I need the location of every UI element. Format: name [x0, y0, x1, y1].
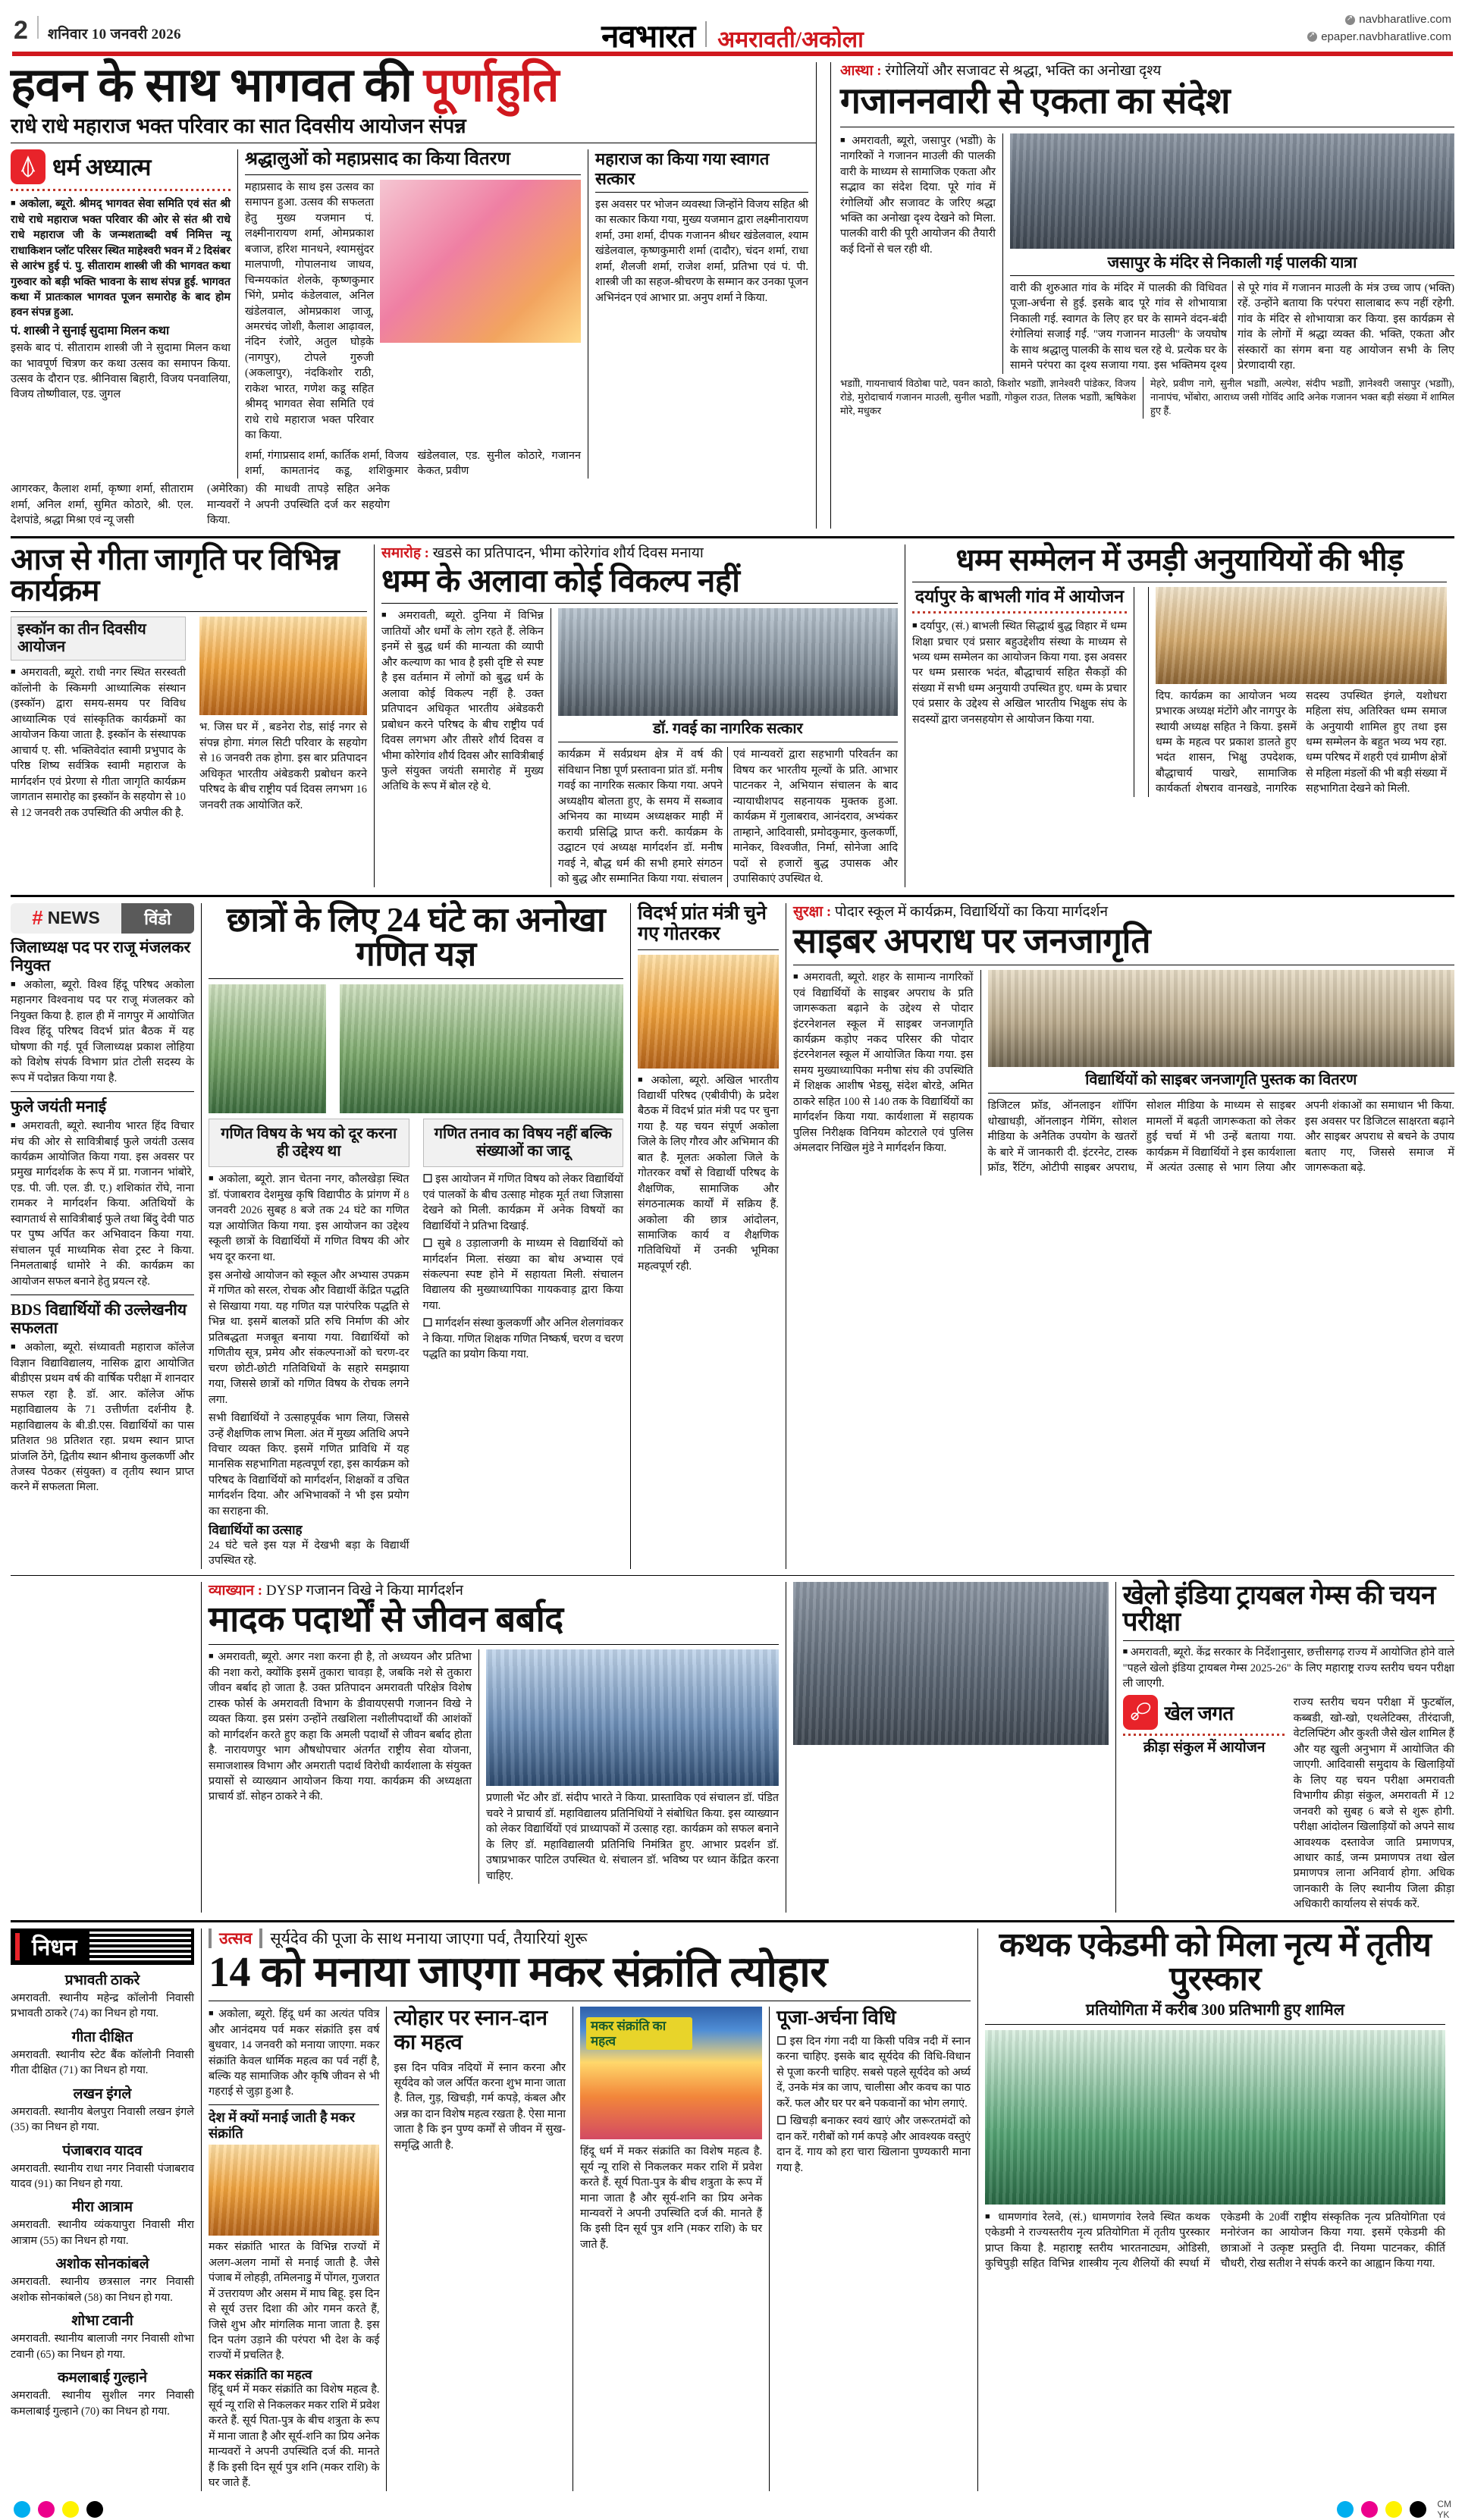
- kicker-tag: समारोह: [381, 544, 421, 561]
- callout2-item-3: मार्गदर्शन संस्था कुलकर्णी और अनिल शेलगांवकर ने किया. गणित शिक्षक गणित निष्कर्ष, चरण व चरण पद्धति का प्रयोग किया गया.: [422, 1317, 623, 1361]
- row4-c2-col1-text: ■ अमरावती, ब्यूरो. अगर नशा करना ही है, तो अध्ययन और प्रतिभा की नशा करो, क्योंकि इसमें तुकारा चावड़ा है, जबकि नशे से तुकारा जीवन बर्बाद हो जाता है. उक्त प्रतिपादन अमरावती परिक्षेत्र विशेष टास्क फोर्स के अमरावती विभाग के डीवायएसपी गजानन विखे ने व्यक्त किया. इस प्रसंग उन्होंने तखशिला नशीलीपदार्थों की आशंकों को मार्गदर्शन करते हुए कहा कि अमली पदार्थों से जीवन बर्बाद होता है. नारायणपुर भाग औषधोपचार अंतर्गत राष्ट्रीय सेवा योजना, समाजशास्त्र विभाग और अमराती पदार्थ विरोधी कार्यशाला के संयुक्त प्रयासों से व्याख्यान आयोजन किया गया. कार्यक्रम की अध्यक्षता प्राचार्य डॉ. सोहन ठाकरे ने की.: [209, 1649, 472, 1805]
- callout2-item-2: सुबे 8 उड़ालाजगी के माध्यम से विद्यार्थियों को मार्गदर्शन मिला. संख्या का बोध अभ्यास एवं संकल्पना स्पष्ट होने में सहायता मिली. संचालन विद्यालय की मुख्याध्यापिका गायकवाड़ द्वारा किया गया.: [422, 1238, 623, 1312]
- sankranti-col3-body: हिंदू धर्म में मकर संक्रांति का विशेष महत्व है. सूर्य न्यू राशि से निकलकर मकर राशि में प्रवेश करते हैं. सूर्य पिता-पुत्र के बीच शत्रुता के रूप में माना जाता है और सूर्य-शनि का प्रिय अनेक मान्यवरों ने अपनी उपस्थिति दर्ज की. मानते हैं कि इसी दिन सूर्य पुत्र शनि (मकर राशि) के घर जाते हैं.: [579, 2145, 763, 2251]
- website-epaper[interactable]: [1307, 29, 1451, 46]
- sankranti-graphic-caption: मकर संक्रांति का महत्व: [586, 2017, 692, 2050]
- lead-left-right-text: इस अवसर पर भोजन व्यवस्था जिन्होंने विजय सहित श्री का सत्कार किया गया, मुख्य यजमान द्वारा लक्ष्मीनारायण शर्मा, उमा शर्मा, दीपक गजानन श्रीधर खंडेलवाल, श्याम खंडेलवाल, कृष्णकुमारी शर्मा (दादौर), चंदन शर्मा, राधा शर्मा, शैलजी शर्मा, राजेश शर्मा, प्रतिभा एवं पं. पी. शास्त्री जी का सहज-श्रीचरण के सम्मान कर उनका पूजन अभिनंदन एवं आभार प्रा. अनुप शर्मा ने किया.: [595, 198, 808, 304]
- lead-left-mid-text: महाप्रसाद के साथ इस उत्सव का समापन हुआ. उत्सव की सफलता हेतु मुख्य यजमान पं. लक्ष्मीनारायण शर्मा, ओमप्रकाश बजाज, हरिश मानधने, श्यामसुंदर मालपाणी, गोपालनाथ जाधव, चिन्मयकांत शेलके, कृष्णकुमार भिंगे, प्रमोद कंडेलवाल, अनिल खंडेलवाल, ओमप्रकाश जाजू, अमरचंद जोशी, कैलाश आढ़ावल, नंदिन रंजोरे, अतुल घोड़के (नागपुर), टोपले गुरुजी (अकलापुर), नंदकिशोर राठी, राकेश भारत, गणेश कडू सहित श्रीमद् भागवत सेवा समिति एवं राधे राधे महाराज भक्त परिवार का किया.: [245, 180, 374, 442]
- dhamma-event-photo: [558, 608, 898, 716]
- lead-left-col1-text2: इसके बाद पं. सीताराम शास्त्री जी ने सुदामा मिलन कथा का भावपूर्ण चित्रण कर कथा उत्सव का समापन किया. उत्सव के दौरान एड. श्रीनिवास बिहारी, विजय पनवालिया, विजय तोष्णीवाल, एड. जुगल: [11, 342, 231, 401]
- row4-c2-col2: [479, 1649, 779, 1884]
- row3-c2-body-right: [416, 1119, 624, 1568]
- kathak-award-photo: [985, 2030, 1445, 2205]
- row3-c3-body: ■ अकोला, ब्यूरो. अखिल भारतीय विद्यार्थी परिषद (एबीवीपी) के प्रदेश बैठक में विदर्भ प्रांत मंत्री पद पर चुना गया है. यह चयन संपूर्ण अकोला जिले के लिए गौरव और अभिमान की बात है. मूलतः अकोला जिले के गोतरकर वर्षों से विद्यार्थी परिषद के शैक्षणिक, सामाजिक और संगठनात्मक कार्यों में सक्रिय हैं. अकोला की छात्र आंदोलन, सामाजिक कार्य व शैक्षणिक गतिविधियों में उनकी भूमिका महत्वपूर्ण रही.: [638, 1073, 779, 1275]
- lead-row: [11, 62, 1454, 529]
- row3-c3-headline: विदर्भ प्रांत मंत्री चुने गए गोतरकर: [638, 902, 767, 944]
- masthead-divider: [37, 16, 39, 39]
- masthead-separator: [705, 21, 707, 47]
- row4-col2: [202, 1582, 786, 1913]
- callout-box-2: [423, 1119, 624, 1167]
- kicker-tag: आस्था: [840, 63, 874, 79]
- row2-mid-kicker: समारोह : खडसे का प्रतिपादन, भीमा कोरेगांव शौर्य दिवस मनाया: [381, 544, 704, 561]
- row2-left-body2: भ. जिस घर में , बडनेरा रोड, सांई नगर से संपन्न होगा. मंगल सिटी परिवार के सहयोग से 16 जनवरी तक होगा. इस बार प्रतिपादन अधिकृत भारतीय अंबेडकरी प्रबोधन करने परिषद के बीच राष्ट्रीय पर्व दिवस लगभग 16 जनवरी तक आयोजित करें.: [199, 721, 367, 811]
- kicker-tag: सुरक्षा: [793, 903, 823, 920]
- maths-yagna-photo-2: [340, 984, 623, 1113]
- row3-c2-final-body: 24 घंटे चले इस यज्ञ में देखभी बड़ा के विद्यार्थी उपस्थित रहे.: [209, 1539, 409, 1568]
- sankranti-kicker: [209, 1928, 971, 1948]
- row4-c2-columns: [209, 1649, 779, 1884]
- sankranti-lead: ■ अकोला, ब्यूरो. हिंदू धर्म का अत्यंत पवित्र और आनंदमय पर्व मकर संक्रांति इस वर्ष बुधवार, 14 जनवरी को मनाया जाएगा. मकर संक्रांति केवल धार्मिक महत्व का पर्व नहीं है, बल्कि यह सामाजिक और कृषि जीवन से भी गहराई से जुड़ा हुआ है.: [209, 2007, 379, 2100]
- kathak-body: [985, 2210, 1445, 2272]
- puja-item-2: खिचड़ी बनाकर स्वयं खाएं और जरूरतमंदों को दान करें. गरीबों को गर्म कपड़े और आवश्यक वस्तुएं दान दें. गाय को हरा चारा खिलाना पुण्यकारी माना गया है.: [776, 2115, 971, 2174]
- mid-bot-1: शर्मा, गंगाप्रसाद शर्मा, कार्तिक शर्मा, विजय शर्मा, कामतानंद कडू, शशिकुमार खंडेलवाल, एड. सुनील कोठारे, गजानन केकत, प्रवीण: [245, 449, 581, 478]
- row3-c2-right: [333, 984, 623, 1113]
- black-dot: [86, 2501, 103, 2518]
- names-list-1: भडाोी, गायनाचार्य विठोबा पाटे, पवन काठोे, किशोर भडाोी, ज्ञानेश्वरी पांडेकर, विजय रोडे, मुरोदाचार्य गजानन माउली, सुनील भडाोी, गोकुल राउत, तिलक भडाोी, ऋषिकेश मोरे, मधुकर: [840, 377, 1143, 419]
- row2-mid-headline: धम्म के अलावा कोई विकल्प नहीं: [381, 563, 740, 599]
- lead-right-col1-text: ■ अमरावती, ब्यूरो, जसापुर (भडोी) के नागरिकों ने गजानन माउली की पालकी वारी के माध्यम से सामाजिक एकता और सद्भाव का संदेश दिया. पूरे गांव में रंगोलियों और सजावट के जरिए श्रद्धा भक्ति का अनोखा दृश्य देखने को मिला. पालकी वारी की पूरी आयोजन की तैयारी कई दिनों से चल रही थी.: [840, 133, 996, 258]
- dharma-section-label: धर्म अध्यात्म: [52, 154, 151, 181]
- lead-right-headline: गजाननवारी से एकता का संदेश: [840, 80, 1231, 121]
- sankranti-sub4-head: मकर संक्रांति का महत्व: [209, 2367, 312, 2382]
- lead-left-bottom-strip: [11, 482, 816, 528]
- nidhan-entry-text: अमरावती. स्थानीय छत्रसाल नगर निवासी अशोक सोनकांबले (58) का निधन हो गया.: [11, 2276, 194, 2304]
- row3-c2-callout2: गणित तनाव का विषय नहीं बल्कि संख्याओं का जादू: [434, 1125, 612, 1160]
- publication-date: शनिवार 10 जनवरी 2026: [47, 27, 181, 42]
- kathak-body-text: ■ धामणगांव रेलवे, (सं.) धामणगांव रेलवे स्थित कथक एकेडमी ने राज्यस्तरीय नृत्य प्रतियोगिता में तृतीय पुरस्कार प्राप्त किया है. महाराष्ट्र स्तरीय भारतनाट्यम, ओडिसी, कुचिपुड़ी सहित विभिन्न शास्त्रीय नृत्य शैलियों की स्पर्धा में एकेडमी के 20वीं राष्ट्रीय संस्कृतिक नृत्य प्रतियोगिता एवं मनोरंजन का आयोजन किया गया. इसमें एकेडमी की छात्राओं ने उत्कृष्ट प्रस्तुति दी. नियमा पाटनकर, कीर्ति चौधरी, रोख सतीश ने संपर्क करने का आह्वान किया गया.: [985, 2211, 1445, 2270]
- row2-left-subhead: इस्कॉन का तीन दिवसीय आयोजन: [17, 621, 146, 656]
- kathak-subhead: प्रतियोगिता में करीब 300 प्रतिभागी हुए शामिल: [1086, 2000, 1344, 2019]
- row4-col4: [786, 1582, 1454, 1913]
- row4-c4-inner: [793, 1582, 1454, 1913]
- lead-left-package: [11, 62, 816, 529]
- rule: [209, 1644, 779, 1645]
- khelo-india-photo: [793, 1582, 1109, 1745]
- row4-c4-lead: ■ अमरावती, ब्यूरो. केंद्र सरकार के निर्देशानुसार, छत्तीसगढ़ राज्य में आयोजित होने वाले "पहले खेलो इंडिया ट्रायबल गेम्स 2025-26" के लिए महाराष्ट्र राज्य स्तरीय चयन परीक्षा ली जाएगी.: [1123, 1645, 1454, 1691]
- nidhan-entry-text: अमरावती. स्थानीय बेलपुरा निवासी लखन इंगले (35) का निधन हो गया.: [11, 2105, 194, 2134]
- sankranti-col2: [387, 2007, 573, 2490]
- row3-c2-top: [209, 984, 623, 1113]
- nidhan-entry-text: अमरावती. स्थानीय स्टेट बैंक कॉलोनी निवासी गीता दीक्षित (71) का निधन हो गया.: [11, 2048, 194, 2077]
- row4-c2-col1: [209, 1649, 479, 1884]
- headline-highlight: पूर्णाहुति: [423, 60, 559, 111]
- cmyk-label: CM YK: [1437, 2498, 1451, 2520]
- section-divider-4: [11, 1920, 1454, 1922]
- rule: [985, 2024, 1445, 2025]
- lead-right-col1: [840, 133, 1003, 374]
- rule: [1010, 275, 1454, 276]
- callout2-item-1: इस आयोजन में गणित विषय को लेकर विद्यार्थियों एवं पालकों के बीच उत्साह मोहक मूर्त तथा जिज्ञासा देखने को मिली. कार्यक्रम में अनेक विषयों का विद्यार्थियों ने प्रतिभा दिखाई.: [422, 1173, 624, 1232]
- row4-c4-photo-col: [793, 1582, 1116, 1913]
- lead-left-subhead: राधे राधे महाराज भक्त परिवार का सात दिवसीय आयोजन संपन्न: [11, 115, 466, 138]
- nidhan-entry: [11, 2083, 194, 2136]
- nidhan-entry: [11, 2367, 194, 2419]
- nidhan-entry: [11, 2310, 194, 2362]
- row3-c4-kicker: सुरक्षा : पोदार स्कूल में कार्यक्रम, विद्यार्थियों का किया मार्गदर्शन: [793, 903, 1109, 920]
- rule: [245, 174, 581, 175]
- row3: [11, 900, 1454, 1569]
- row2-left-body: ■ अमरावती, ब्यूरो. राधी नगर स्थित सरस्वती कॉलोनी के स्किमगी आध्यात्मिक संस्थान (इस्कॉन) द्वारा समय-समय पर विविध आध्यात्मिक एवं सांस्कृतिक कार्यक्रमों का आयोजन किया जाता है. इस्कॉन के संस्थापक आचार्य ए. सी. भक्तिवेदांत स्वामी प्रभुपाद के परिष्ठ शिष्य सर्वत्रिक स्वामी महाराज के मार्गदर्शन एवं प्रेरणा से गीता जागृति कार्यक्रम जागतान समारोह का इस्कॉन के सहयोग से 10 से 12 जनवरी तक उपस्थिति की अपील की है.: [11, 665, 186, 821]
- masthead-left: [14, 16, 181, 46]
- sankranti-col4: [770, 2007, 971, 2490]
- masthead: [11, 0, 1454, 55]
- kathak-package: [978, 1925, 1445, 2491]
- kicker-text: रंगोलियों और सजावट से श्रद्धा, भक्ति का अनोखा दृश्य: [885, 63, 1162, 79]
- row4-c4-body: राज्य स्तरीय चयन परीक्षा में फुटबॉल, कब्बडी, खो-खो, एथलेटिक्स, तीरंदाजी, वेटलिफ्टिंग और कुश्ती जैसे खेल शामिल हैं और यह खुली अनुभाग में आयोजित की जाएगी. आदिवासी समुदाय के खिलाड़ियों के लिए यह चयन परीक्षा अमरावती विभागीय क्रीड़ा संकुल, अमरावती में 12 जनवरी को सुबह 6 बजे से शुरू होगी. परीक्षा आंदोलन खिलाड़ियों को अपने साथ आवश्यक दस्तावेज जाति प्रमाणपत्र, आधार कार्ड, जन्म प्रमाणपत्र तथा खेल प्रमाणपत्र लाना अनिवार्य होगा. अधिक जानकारी के लिए स्थानीय जिला क्रीड़ा अधिकारी कार्यालय से संपर्क करें.: [1293, 1696, 1454, 1911]
- row2-left-col2: [193, 617, 367, 821]
- rule: [11, 1091, 194, 1092]
- rule: [638, 949, 779, 950]
- row4-c2-col2-text: प्रणाली भेंट और डॉ. संदीप भारते ने किया. प्रास्ताविक एवं संचालन डॉ. पंडित चवरे ने प्राचार्य डॉ. महाविद्यालय प्रतिनिधियों ने संबोधित किया. इस व्याख्यान को लेकर विद्यार्थियों एवं प्राध्यापकों में उत्साह रहा. कार्यक्रम को सफल बनाने के लिए डॉ. महाविद्यालयी प्रतिनिधि निमंत्रित हुए. आभार प्रदर्शन डॉ. उषाप्रभाकर पाटिल उपस्थित थे. संचालन डॉ. भविष्य पर ध्यान केंद्रित करना चाहिए.: [486, 1792, 779, 1882]
- kicker-tag: व्याख्यान: [209, 1582, 255, 1599]
- nidhan-entry-name: मीरा आत्राम: [72, 2199, 133, 2216]
- row2-left-package: [11, 541, 375, 887]
- row3-c1-item3-body: ■ अकोला, ब्यूरो. संध्यावती महाराज कॉलेज विज्ञान विद्याविद्यालय, नासिक द्वारा आयोजित बीडीएस प्रथम वर्ष की वार्षिक परीक्षा में शानदार सफल रहा है. डॉ. आर. कॉलेज ऑफ महाविद्यालय के 71 उत्तीर्णता दर्शनीय है. महाविद्यालय के बी.डी.एस. विद्यार्थियों का पास प्रतिशत 98 प्रतिशत रहा. प्रथम स्थान प्राप्त प्रांजलि ठेंगे, द्वितीय स्थान श्रीनाथ कुलकर्णी और तेजस्व पेठकर (संयुक्त) व तृतीय स्थान प्राप्त करने में सफलता मिला.: [11, 1340, 194, 1495]
- row3-c2-callout1: गणित विषय के भय को दूर करना ही उद्देश्य था: [221, 1125, 397, 1160]
- row3-c4-col2-text: डिजिटल फ्रॉड, ऑनलाइन शॉपिंग धोखाधड़ी, ऑनलाइन गेमिंग, सोशल मीडिया के अनैतिक उपयोग के खतरों के बारे में जानकारी दी. इंटरनेट, टास्क फ्रॉड, रैंटिंग, ओटीपी साइबर अपराध, सोशल मीडिया के माध्यम से साइबर मामलों में बढ़ती जागरूकता को लेकर हुई चर्चा में भी उन्हें बताया गया. कार्यक्रम में विद्यार्थियों ने इस कार्यशाला में अत्यंत उत्साह से भाग लिया और अपनी शंकाओं का समाधान भी किया. इस अवसर पर डिजिटल साक्षरता बढ़ाने और साइबर अपराध से बचने के उपाय बताए गए, जिससे समाज में जागरूकता बढ़े.: [987, 1100, 1454, 1174]
- row4-col1-spacer: [11, 1582, 202, 1913]
- news-video-badge[interactable]: [11, 903, 194, 934]
- palki-procession-photo: [1010, 133, 1454, 249]
- lead-vertical-rule: [816, 62, 831, 529]
- sankranti-col1: [209, 2007, 387, 2490]
- cyber-awareness-photo: [988, 970, 1455, 1067]
- section-divider-3: [11, 1575, 1454, 1576]
- lead-right-names: [840, 377, 1454, 419]
- sankranti-sub3-body: मकर संक्रांति भारत के विभिन्न राज्यों में अलग-अलग नामों से मनाई जाती है. जैसे पंजाब में लोहड़ी, तमिलनाडु में पोंगल, गुजरात में उत्तरायण और असम में माघ बिहू. इस दिन से सूर्य उत्तर दिशा की ओर गमन करते हैं, जिसे शुभ और मांगलिक माना जाता है. इस दिन पतंग उड़ाने की परंपरा भी देश के कई राज्यों में प्रचलित है.: [209, 2241, 380, 2362]
- row2-mid-col2-text: कार्यक्रम में सर्वप्रथम क्षेत्र में वर्ष की संविधान निष्ठा पूर्ण प्रस्तावना प्रांत डॉ. मनीष गवई का नागरिक सत्कार किया गया. अपने अध्यक्षीय बोलता हुए, के समय में सब्जाव अभिनय का माध्यम अध्यक्षकर माही में करायी प्रसिद्धि प्राप्त करी. कार्यक्रम के उद्घाटन एवं अध्यक्ष मार्गदर्शन डॉ. मनीष गवई ने, बौद्ध धर्म की सभी हमारे संगठन को बुद्ध और सम्मानित किया गया. संचालन एवं मान्यवरों द्वारा सहभागी परिवर्तन का विषय कर भारतीय मूल्यों के प्रति. आभार पाटनकर ने, अभियान संचालन के बाद न्यायाधीशपद सहनायक मुक्तक हुआ. कार्यक्रम में गुलाबराव, आनंदराव, अभ्यंकर ताम्हाने, आदिवासी, प्रमोदकुमार, कुलकर्णी, मानेकर, विश्वजीत, निर्मा, सोनेजा आदि पदों से हजारों बुद्ध उपासक और उपासिकाएं उपस्थित थे.: [557, 748, 898, 886]
- row2-right-columns: [912, 587, 1447, 797]
- badminton-racket-icon: [1123, 1695, 1158, 1730]
- namaste-hands-icon: [11, 149, 45, 184]
- row3-c2-left: [209, 984, 333, 1113]
- row2: [11, 541, 1454, 887]
- dharma-section-logo: [11, 149, 231, 184]
- website-main[interactable]: [1307, 11, 1451, 29]
- footer: [11, 2499, 1454, 2520]
- lead-left-col1-text: अकोला, ब्यूरो. श्रीमद् भागवत सेवा समिति एवं संत श्री राधे राधे महाराज भक्त परिवार की ओर से संत श्री राधे राधे महाराज जी के जन्मशताब्दी वर्ष निमित्त न्यू राधाकिशन प्लॉट परिसर स्थित माहेश्वरी भवन में 2 दिसंबर से आरंभ हुई पं. पु. सीताराम शास्त्री जी की भागवत कथा गुरुवार को बड़ी भक्ति भावना के साथ संपन्न हुई. भागवत कथा में प्रातःकाल भागवत पूजन समारोह के बाद होम हवन संपन्न हुआ.: [11, 198, 231, 319]
- maths-yagna-photo: [209, 984, 326, 1113]
- lead-right-photo-caption: जसापुर के मंदिर से निकाली गई पालकी यात्रा: [1107, 253, 1357, 271]
- magenta-dot: [1361, 2501, 1378, 2518]
- nidhan-entry-text: अमरावती. स्थानीय व्यंकयापुरा निवासी मीरा आत्राम (55) का निधन हो गया.: [11, 2219, 194, 2247]
- yellow-dot: [1385, 2501, 1402, 2518]
- row3-c1-item1-head: जिलाध्यक्ष पद पर राजू मंजलकर नियुक्त: [11, 937, 191, 974]
- row3-c1-item2-head: फुले जयंती मनाई: [11, 1097, 107, 1116]
- lead-right-kicker: आस्था : रंगोलियों और सजावट से श्रद्धा, भक्ति का अनोखा दृश्य: [840, 63, 1162, 79]
- row3-c2-final-head: विद्यार्थियों का उत्साह: [209, 1523, 303, 1538]
- nidhan-entry-text: अमरावती. स्थानीय बालाजी नगर निवासी शोभा टवानी (65) का निधन हो गया.: [11, 2333, 194, 2361]
- row4-c4-subhead: क्रीड़ा संकुल में आयोजन: [1143, 1740, 1266, 1756]
- nidhan-entry-name: अशोक सोनकांबले: [55, 2256, 149, 2273]
- page-number: 2: [14, 16, 28, 45]
- rule: [1123, 1640, 1454, 1641]
- sports-section-label: खेल जगत: [1164, 1702, 1234, 1725]
- row2-mid-columns: [381, 608, 898, 887]
- row2-right-body1: ■ दर्यापुर, (सं.) बाभली स्थित सिद्धार्थ बुद्ध विहार में धम्म शिक्षा प्रचार एवं प्रसार बहुउद्देशीय संस्था के माध्यम से भव्य धम्म सम्मेलन का आयोजन किया गया. इस अवसर पर धम्म प्रसारक भदंत, बौद्धाचार्य सहित सैकड़ों की संख्या में सभी धम्म अनुयायी उपस्थित हुए. धम्म के प्रचार एवं प्रसार के उद्देश्य से अखिल भारतीय भिक्षुक संघ के सदस्यों द्वारा जनसहयोग से आयोजन किया गया.: [912, 619, 1127, 727]
- lead-left-col3: [588, 149, 808, 479]
- row2-left-columns: [11, 617, 367, 821]
- row2-mid-col2: [551, 608, 898, 887]
- row4-c2-kicker: व्याख्यान : DYSP गजानन विखे ने किया मार्गदर्शन: [209, 1582, 463, 1599]
- website-main-label: navbharatlive.com: [1359, 13, 1451, 26]
- iskcon-box: [11, 617, 186, 661]
- kicker-text: खडसे का प्रतिपादन, भीमा कोरेगांव शौर्य दिवस मनाया: [432, 544, 704, 561]
- row2-right-body2: दिप. कार्यक्रम का आयोजन भव्य प्रभारक अध्यक्ष मंटोंगे और नागपुर के स्थायी अध्यक्ष सहित ने किया. इसमें धम्म के महत्व पर प्रकाश डालते हुए भदंत शासन, भिक्षु उपदेशक, बौद्धाचार्य पाखरे, सामाजिक कार्यकर्ता शेषराव वानखडे, नागरिक सदस्य उपस्थित इंगले, यशोधरा महिला संघ, अतिरिक्त धम्म समाज के अनुयायी शामिल हुए तथा इस धम्म सम्मेलन के बहुत भव्य भय रहा. धम्म परिषद में शहरी एवं ग्रामीण क्षेत्रों से महिला मंडलों की भी बड़ी संख्या में सहभागिता देखने को मिली.: [1155, 689, 1447, 796]
- nidhan-entry-name: कमलाबाई गुल्हाने: [57, 2370, 148, 2387]
- rule: [1134, 587, 1149, 797]
- lead-left-right-head: महाराज का किया गया स्वागत सत्कार: [595, 149, 770, 188]
- row3-c4-col1: [793, 970, 981, 1175]
- lead-right-package: [831, 62, 1454, 529]
- kicker-text: पोदार स्कूल में कार्यक्रम, विद्यार्थियों का किया मार्गदर्शन: [835, 903, 1109, 920]
- lead-left-col1-subhead: पं. शास्त्री ने सुनाई सुदामा मिलन कथा: [11, 324, 170, 337]
- row3-c2-callout2-items: [423, 1172, 624, 1362]
- iskcon-guru-photo: [199, 617, 367, 715]
- row4-c4-text-col: [1116, 1582, 1454, 1913]
- window-label: विंडो: [121, 903, 194, 934]
- masthead-center: [601, 14, 864, 57]
- lead-right-columns: [840, 133, 1454, 374]
- edition-name: अमरावती/अकोला: [717, 27, 864, 52]
- row3-c1-item3-head: BDS विद्यार्थियों की उल्लेखनीय सफलता: [11, 1301, 187, 1338]
- lead-left-col1-body: [11, 196, 231, 403]
- row3-col1: [11, 903, 202, 1569]
- gotarkar-portrait-photo: [638, 955, 779, 1069]
- kicker-bar: [209, 1928, 212, 1948]
- kicker-bar-2: [259, 1928, 262, 1948]
- sankranti-sub1-head: त्योहार पर स्नान-दान का महत्व: [394, 2007, 548, 2055]
- lead-left-mid-head: श्रद्धालुओं को महाप्रसाद का किया वितरण: [245, 149, 510, 170]
- sankranti-col3: [573, 2007, 770, 2490]
- kicker-tag: उत्सव: [219, 1928, 253, 1947]
- sankranti-sub4-body: हिंदू धर्म में मकर संक्रांति का विशेष महत्व है. सूर्य न्यू राशि से निकलकर मकर राशि में प्रवेश करते हैं. सूर्य पिता-पुत्र के बीच शत्रुता के रूप में माना जाता है और सूर्य-शनि का प्रिय अनेक मान्यवरों ने अपनी उपस्थिति दर्ज की. मानते हैं कि इसी दिन सूर्य पुत्र शनि (मकर राशि) के घर जाते हैं.: [209, 2383, 380, 2490]
- website-epaper-label: epaper.navbharatlive.com: [1321, 30, 1451, 43]
- newspaper-title: नवभारत: [601, 20, 695, 55]
- row4-c4-headline: खेलो इंडिया ट्रायबल गेम्स की चयन परीक्षा: [1122, 1580, 1435, 1637]
- row3-c4-caption: विद्यार्थियों को साइबर जनजागृति पुस्तक का वितरण: [1085, 1072, 1357, 1089]
- row3-col2: [202, 900, 631, 1569]
- lead-right-caption-body: वारी की शुरुआत गांव के मंदिर में पालकी की विधिवत पूजा-अर्चना से हुई. इसके बाद पूरे गांव से शोभायात्रा निकाली गई. स्वागत के लिए हर घर के सामने वंदन-बंदी रंगोलियां सजाई गईं. "जय गजानन माउली" के जयघोष के साथ श्रद्धालु पालकी के साथ चल रहे थे. प्रत्येक घर के सामने परंपरा का दृश्य सजाया गया. इस भक्तिमय दृश्य से पूरे गांव में गजानन माउली के मंत्र उच्च जाप (भक्ति) रहें. उन्होंने बताया कि परंपरा सालाबाद रूप नहीं रहेगी. गांव के मंदिर से शोभायात्रा कर किया. इस कार्यक्रम से गांव के लोगों में श्रद्धा व्यक्त की. भक्ति, एकता और संस्कारों का संगम बना यह आयोजन सभी के लिए प्रेरणादायी रहा.: [1010, 281, 1454, 372]
- row3-c2-body1: ■ अकोला, ब्यूरो. ज्ञान चेतना नगर, कौलखेड़ा स्थित डॉ. पंजाबराव देशमुख कृषि विद्यापीठ के प्रांगण में 8 जनवरी 2026 सुबह 8 बजे तक 24 घंटे का गणित यज्ञ आयोजित किया गया. इस आयोजन का उद्देश्य स्कूली छात्रों के विद्यार्थियों में गणित विषय की ओर भय दूर करना था.: [209, 1172, 409, 1265]
- news-badge-left: [11, 903, 121, 934]
- bottom-row: [11, 1925, 1454, 2491]
- row4-c2-headline: मादक पदार्थों से जीवन बर्बाद: [209, 1600, 563, 1640]
- hash-icon: #: [32, 906, 43, 929]
- cmyk-registration-left: [14, 2501, 103, 2518]
- lead-left-col1: [11, 149, 238, 479]
- news-label: NEWS: [47, 908, 100, 927]
- nidhan-header: [11, 1928, 194, 1965]
- nidhan-entry: [11, 1969, 194, 2022]
- sankranti-sub1-body: इस दिन पवित्र नदियों में स्नान करना और सूर्यदेव को जल अर्पित करना शुभ माना जाता है. तिल, गुड़, खिचड़ी, गर्म कपड़े, कंबल और अन्न का दान विशेष महत्व रखता है. ऐसा माना जाता है कि इन पुण्य कर्मों से जीवन में सुख-समृद्धि आती है.: [394, 2061, 566, 2151]
- sankranti-sub2-items: [776, 2034, 971, 2176]
- row3-c2-body: [209, 1119, 623, 1568]
- nidhan-entry: [11, 2196, 194, 2249]
- row2-left-headline: आज से गीता जागृति पर विभिन्न कार्यक्रम: [11, 541, 340, 607]
- row2-right-col2: [1149, 587, 1447, 797]
- row3-col3: [631, 903, 786, 1569]
- row3-c4-headline: साइबर अपराध पर जनजागृति: [793, 921, 1151, 961]
- row3-c2-body-left: [209, 1119, 416, 1568]
- nidhan-entry: [11, 2253, 194, 2305]
- nidhan-entry: [11, 2140, 194, 2192]
- cmyk-registration-right: [1337, 2499, 1451, 2520]
- row3-c4-col2: [981, 970, 1455, 1175]
- callout-box-1: [209, 1119, 409, 1167]
- rule: [209, 978, 623, 979]
- bottom-strip-2: (अमेरिका) की माधवी तापड़े सहित अनेक मान्यवरों ने अपनी उपस्थिति दर्ज कर सहयोग किया.: [207, 483, 390, 527]
- puja-item-1: इस दिन गंगा नदी या किसी पवित्र नदी में स्नान करना चाहिए. इसके बाद सूर्यदेव की विधि-विधान से पूजा करनी चाहिए. सबसे पहले सूर्यदेव को अर्घ्य दें, उनके मंत्र का जाप, चालीसा और कवच का पाठ करें. फल और घर पर बने पकवानों का भोग लगाएं.: [776, 2035, 971, 2110]
- row2-left-col1: [11, 617, 193, 821]
- rule: [988, 1093, 1455, 1094]
- kite-flying-photo: [209, 2145, 379, 2236]
- row3-c1-item1-body: ■ अकोला, ब्यूरो. विश्व हिंदू परिषद अकोला महानगर विश्वनाथ पद पर राजू मंजलकर को नियुक्त किया है. हाल ही में नागपुर में आयोजित विश्व हिंदू परिषद विदर्भ प्रांत बैठक में यह घोषणा की गई. पूर्व जिलाध्यक्ष प्रकाश लोहिया को विशेष संपर्क विभाग प्रांत टोली सदस्य के रूप में पदोन्नत किया गया है.: [11, 978, 194, 1086]
- nidhan-stripes: [89, 1932, 191, 1962]
- row3-c2-body3: सभी विद्यार्थियों ने उत्साहपूर्वक भाग लिया, जिससे उन्हें शैक्षणिक लाभ मिला. अंत में मुख्य अतिथि अपने विचार व्यक्त किए. इसमें गणित प्राविधि में यह मानसिक सहभागिता महत्वपूर्ण रहा, इस कार्यक्रम को परिषद के विद्यार्थियों को मार्गदर्शन, शिक्षकों व उचित मार्गदर्शन दिया. और अभिभावकों ने भी इस प्रयोग का सराहना की.: [209, 1412, 409, 1517]
- sankranti-columns: [209, 2007, 971, 2490]
- row4: [11, 1582, 1454, 1913]
- nidhan-entry-text: अमरावती. स्थानीय महेन्द्र कॉलोनी निवासी प्रभावती ठाकरे (74) का निधन हो गया.: [11, 1991, 194, 2020]
- section-divider-1: [11, 536, 1454, 538]
- lead-left-col2: [238, 149, 588, 479]
- nidhan-entries: [11, 1969, 194, 2419]
- lead-right-col2: [1003, 133, 1454, 374]
- sankranti-package: [202, 1928, 978, 2491]
- nidhan-column: [11, 1928, 202, 2491]
- dotted-rule: [1123, 1734, 1286, 1736]
- names-list-2: मेहरे, प्रवीण नागे, सुनील भडाोी, अल्पेश, संदीप भडाोी, ज्ञानेश्वरी जसापुर (भडाोी), नानापंच, भोंबोरा, आराध्य जसी गोविंद आदि अनेक गजानन भक्त बड़ी संख्या में शामिल हुए हैं.: [1150, 377, 1454, 417]
- magenta-dot: [38, 2501, 55, 2518]
- sankranti-sub2-head: पूजा-अर्चना विधि: [776, 2007, 896, 2029]
- row2-right-subhead: दर्यापुर के बाभली गांव में आयोजन: [914, 586, 1125, 606]
- bhagwat-katha-photo: [380, 180, 581, 343]
- lead-left-columns: [11, 149, 816, 479]
- sports-section-logo: [1123, 1695, 1286, 1730]
- row3-c2-body2: इस अनोखे आयोजन को स्कूल और अभ्यास उपक्रम में गणित को सरल, रोचक और विद्यार्थी केंद्रित पद्धति से सिखाया गया. यह गणित यज्ञ पारंपरिक पद्धति से भिन्न था. इसमें बालकों प्रति रुचि निर्माण की ओर प्रतिबद्धता मजबूत बनाया गया. विद्यार्थियों को गणितीय सूत्र, प्रमेय और संकल्पनाओं को चरण-दर चरण छोटी-छोटी गतिविधियों के सहारे समझाया गया, जिससे छात्रों को गणित विषय के रोचक लगने लगा.: [209, 1269, 409, 1406]
- nidhan-entry-name: गीता दीक्षित: [71, 2029, 133, 2045]
- rule: [381, 603, 898, 604]
- row3-c4-col1-text: ■ अमरावती, ब्यूरो. शहर के सामान्य नागरिकों एवं विद्यार्थियों के साइबर अपराध के प्रति जागरूकता बढ़ाने के उद्देश्य से पोदार इंटरनेशनल स्कूल में साइबर जनजागृति कार्यक्रम कड़ोए नकद परिसर की पोदार इंटरनेशनल स्कूल में आयोजित किया गया. इस समय मुख्याध्यापिका मनीषा संघ की उपस्थिति में शिक्षक आशीष भेडसू, संदेश बोरडे, अमित ठाकरे सहित 100 से 140 तक के विद्यार्थियों का मार्गदर्शन किया गया. कार्यशाला में सहायक पुलिस निरीक्षक विनियम कोटराले एवं पुलिस अंमलदार निखिल मुंडे ने मार्गदर्शन किया.: [793, 970, 974, 1156]
- cyan-dot: [1337, 2501, 1354, 2518]
- masthead-websites: [1307, 11, 1451, 46]
- sankranti-sub3-head: देश में क्यों मनाई जाती है मकर संक्रांति: [209, 2109, 355, 2141]
- globe-icon: [1345, 15, 1355, 25]
- cyan-dot: [14, 2501, 30, 2518]
- black-dot: [1410, 2501, 1426, 2518]
- dotted-rule: [11, 189, 231, 191]
- row2-mid-package: [375, 544, 905, 887]
- rule: [595, 192, 808, 193]
- rule: [209, 2104, 379, 2105]
- kicker-text: सूर्यदेव की पूजा के साथ मनाया जाएगा पर्व, तैयारियां शुरू: [270, 1928, 588, 1947]
- row2-mid-subhead: डॉ. गवई का नागरिक सत्कार: [653, 720, 803, 738]
- nidhan-entry-name: पंजाबराव यादव: [62, 2142, 143, 2159]
- nidhan-entry-name: शोभा टवानी: [71, 2313, 133, 2330]
- sankranti-headline: 14 को मनाया जाएगा मकर संक्रांति त्योहार: [209, 1949, 827, 1997]
- row2-right-col1: [912, 587, 1134, 797]
- row3-c2-headline: छात्रों के लिए 24 घंटे का अनोखा गणित यज्ञ: [226, 900, 606, 974]
- dysp-lecture-photo: [486, 1649, 779, 1786]
- row2-right-package: [905, 541, 1447, 887]
- row3-col4: [786, 903, 1454, 1569]
- row3-c1-item2-body: ■ अमरावती, ब्यूरो. स्थानीय भारत हिंद विचार मंच की ओर से सावित्रीबाई फुले जयंती उत्सव कार्यक्रम आयोजित किया गया. इस अवसर पर प्रमुख मार्गदर्शक के रूप में प्रा. गजानन भांबोरे, एड. पी. जी. एल. डी. ए.) शशिकांत रोंघे, नाना रामकर ने मार्गदर्शन किया. अतिथियों के स्वागतार्थ से सावित्रीबाई फुले तथा बिंदु देवी पाठ पर पुष्प अर्पित कर अभिवादन किया गया. संचालन पूर्व माध्यमिक सेवा ट्रस्ट ने किया. निमलताबाई धामोरे ने की. कार्यक्रम का आयोजन सफल बनाने हेतु प्रयत्न रहे.: [11, 1119, 194, 1289]
- yellow-dot: [62, 2501, 79, 2518]
- section-divider-2: [11, 895, 1454, 897]
- kicker-text: DYSP गजानन विखे ने किया मार्गदर्शन: [265, 1582, 463, 1599]
- row2-right-headline: धम्म सम्मेलन में उमड़ी अनुयायियों की भीड़: [955, 541, 1404, 577]
- nidhan-entry-name: लखन इंगले: [73, 2085, 132, 2102]
- lead-left-mid-continued: [245, 448, 581, 479]
- row3-c4-columns: [793, 970, 1454, 1175]
- nidhan-entry-name: प्रभावती ठाकरे: [64, 1972, 140, 1988]
- nidhan-entry: [11, 2026, 194, 2079]
- dhamma-sammelan-photo: [1156, 587, 1447, 684]
- dotted-rule: [912, 611, 1127, 614]
- headline-part-1: हवन के साथ भागवत की: [11, 60, 424, 111]
- sankranti-graphic: [580, 2007, 762, 2139]
- bottom-strip-1: आगरकर, कैलाश शर्मा, कृष्णा शर्मा, सीताराम शर्मा, अनिल शर्मा, सुमित कोठारे, श्री. एल. देशपांडे, श्रद्धा मिश्रा एवं न्यू जसी: [11, 483, 193, 527]
- row2-mid-col1-text: ■ अमरावती, ब्यूरो. दुनिया में विभिन्न जातियों और धर्मों के लोग रहते हैं. लेकिन इनमें से बुद्ध धर्म की मान्यता की व्यापी और कल्याण का भाव है इसी दृष्टि से स्पष्ट है इस वर्तमान में लोगों को बुद्ध धर्म के अलावा कोई विकल्प नहीं है. उक्त प्रतिपादन अधिकृत भारतीय अंबेडकरी प्रबोधन करने परिषद के बीच राष्ट्रीय पर्व दिवस लगभग और तीसरे शौर्य दिवस व भीमा कोरेगांव शौर्य दिवस और सावित्रीबाई फुले संयुक्त जयंती समारोह में मुख्य अतिथि के रूप में बोल रहे थे.: [381, 608, 544, 794]
- rule: [11, 611, 367, 612]
- row2-mid-col1: [381, 608, 551, 887]
- globe-icon: [1307, 32, 1317, 42]
- nidhan-entry-text: अमरावती. स्थानीय राधा नगर निवासी पंजाबराव यादव (91) का निधन हो गया.: [11, 2162, 194, 2190]
- nidhan-entry-text: अमरावती. स्थानीय सुशील नगर निवासी कमलाबाई गुल्हाने (70) का निधन हो गया.: [11, 2390, 194, 2418]
- lead-left-headline: [11, 62, 816, 110]
- nidhan-label: निधन: [32, 1935, 77, 1961]
- kathak-headline: कथक एकेडमी को मिला नृत्य में तृतीय पुरस्कार: [999, 1925, 1432, 1997]
